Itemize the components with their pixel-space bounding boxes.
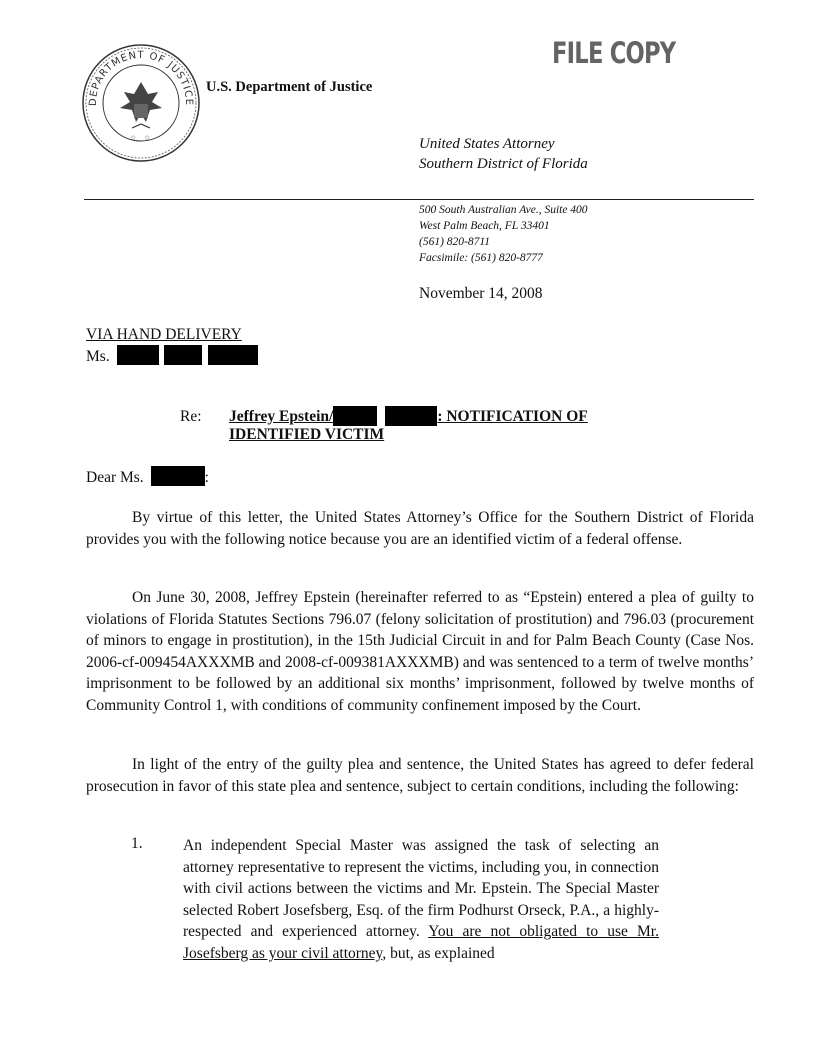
list-item-tail: , but, as explained xyxy=(382,944,495,962)
re-line-1 xyxy=(229,406,588,426)
list-item xyxy=(183,835,659,965)
salutation-colon: : xyxy=(204,469,209,486)
re-subject-1: : NOTIFICATION OF xyxy=(437,408,588,425)
svg-text:☆: ☆ xyxy=(144,134,151,142)
file-copy-stamp: FILE COPY xyxy=(552,36,676,70)
redaction-block xyxy=(333,406,377,426)
address-fax: Facsimile: (561) 820-8777 xyxy=(419,252,543,264)
address-block xyxy=(419,202,588,266)
re-label: Re: xyxy=(180,408,202,425)
recipient-line xyxy=(86,345,258,366)
paragraph-deferral: In light of the entry of the guilty plea and sentence, the United States has agreed to defer federal prosecution in favor of this state plea and sentence, subject to certain conditions, including the following: xyxy=(86,756,754,795)
redaction-block xyxy=(117,345,159,365)
paragraph-plea: On June 30, 2008, Jeffrey Epstein (hereinafter referred to as “Epstein) entered a plea of guilty to violations of Florida Statutes Sections 796.07 (felony solicitation of prostitution) and 796.03 (procurement of minors to engage in prostitution), in the 15th Judicial Circuit in and for Palm Beach County (Case Nos. 2006-cf-009454AXXXMB and 2008-cf-009381AXXXMB) and was sentenced to a term of twelve months’ imprisonment to be followed by an additional six months’ imprisonment, followed by twelve months of Community Control 1, with conditions of community confinement imposed by the Court. xyxy=(86,589,754,714)
office-block xyxy=(419,134,588,174)
office-district: Southern District of Florida xyxy=(419,156,588,172)
address-street: 500 South Australian Ave., Suite 400 xyxy=(419,204,588,216)
agency-name: U.S. Department of Justice xyxy=(206,79,373,95)
salutation xyxy=(86,466,209,487)
address-phone: (561) 820-8711 xyxy=(419,236,491,248)
svg-text:☆: ☆ xyxy=(130,134,137,142)
office-title: United States Attorney xyxy=(419,136,555,152)
redaction-block xyxy=(208,345,258,365)
seal-text: DEPARTMENT OF JUSTICE xyxy=(87,49,195,107)
list-item-text: An independent Special Master was assigned the task of selecting an attorney representative to represent the victims, including you, in connection with civil actions between the victims and Mr. Epstein. The Special Master selected Robert Josefsberg, Esq. of the firm Podhurst Orseck, P.A., a highly-respected and experienced attorney. xyxy=(183,837,659,941)
re-name: Jeffrey Epstein/ xyxy=(229,408,334,425)
list-item-number: 1. xyxy=(131,835,143,852)
header-rule xyxy=(84,199,754,200)
doj-seal xyxy=(80,42,202,164)
recipient-prefix: Ms. xyxy=(86,348,110,365)
redaction-block xyxy=(164,345,202,365)
salutation-text: Dear Ms. xyxy=(86,469,144,486)
paragraph-notice: By virtue of this letter, the United States Attorney’s Office for the Southern District of Florida provides you with the following notice because you are an identified victim of a federal offense. xyxy=(86,509,754,548)
redaction-block xyxy=(385,406,437,426)
re-subject-2: IDENTIFIED VICTIM xyxy=(229,426,385,443)
delivery-method: VIA HAND DELIVERY xyxy=(86,326,242,343)
letter-date: November 14, 2008 xyxy=(419,285,543,302)
list-item-underlined: You are not obligated to use Mr. Josefsberg as your civil attorney xyxy=(183,923,659,962)
address-city: West Palm Beach, FL 33401 xyxy=(419,220,550,232)
redaction-block xyxy=(151,466,205,486)
